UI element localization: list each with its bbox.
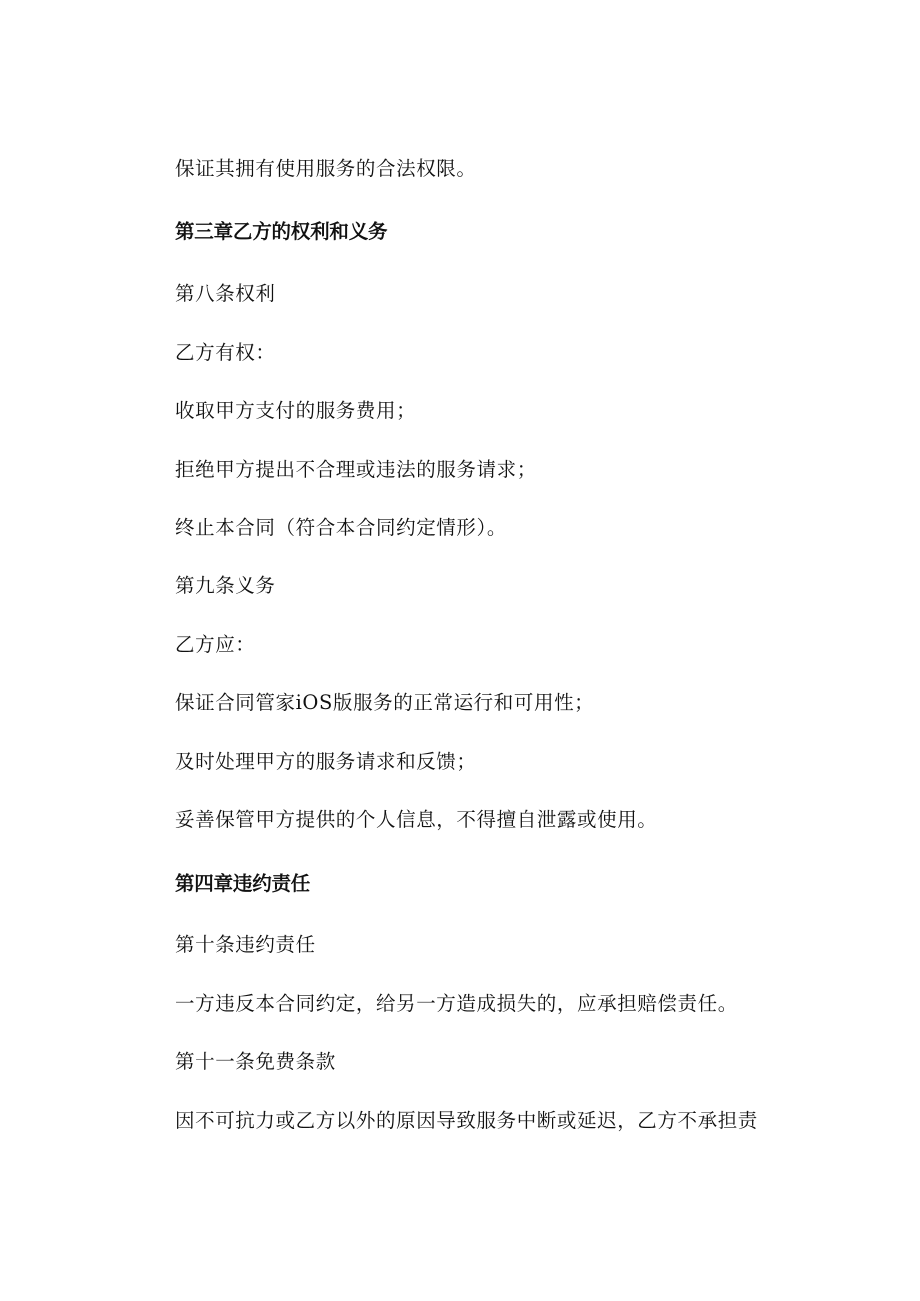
chapter-heading: 第三章乙方的权利和义务 <box>175 220 388 243</box>
list-item: 妥善保管甲方提供的个人信息，不得擅自泄露或使用。 <box>175 808 658 831</box>
article-title: 第十一条免费条款 <box>175 1050 336 1073</box>
paragraph-line: 因不可抗力或乙方以外的原因导致服务中断或延迟，乙方不承担责 <box>175 1109 758 1132</box>
article-title: 第九条义务 <box>175 574 276 597</box>
list-item: 终止本合同（符合本合同约定情形）。 <box>175 516 507 539</box>
paragraph-line: 乙方应： <box>175 633 256 656</box>
list-item: 收取甲方支付的服务费用； <box>175 399 417 422</box>
list-item: 拒绝甲方提出不合理或违法的服务请求； <box>175 458 537 481</box>
article-title: 第八条权利 <box>175 282 276 305</box>
article-title: 第十条违约责任 <box>175 933 316 956</box>
list-item: 及时处理甲方的服务请求和反馈； <box>175 750 477 773</box>
paragraph-line: 一方违反本合同约定，给另一方造成损失的，应承担赔偿责任。 <box>175 992 738 1015</box>
list-item: 保证合同管家iOS版服务的正常运行和可用性； <box>175 691 595 714</box>
paragraph-line: 乙方有权： <box>175 341 276 364</box>
paragraph-line: 保证其拥有使用服务的合法权限。 <box>175 157 477 180</box>
chapter-heading: 第四章违约责任 <box>175 872 311 895</box>
